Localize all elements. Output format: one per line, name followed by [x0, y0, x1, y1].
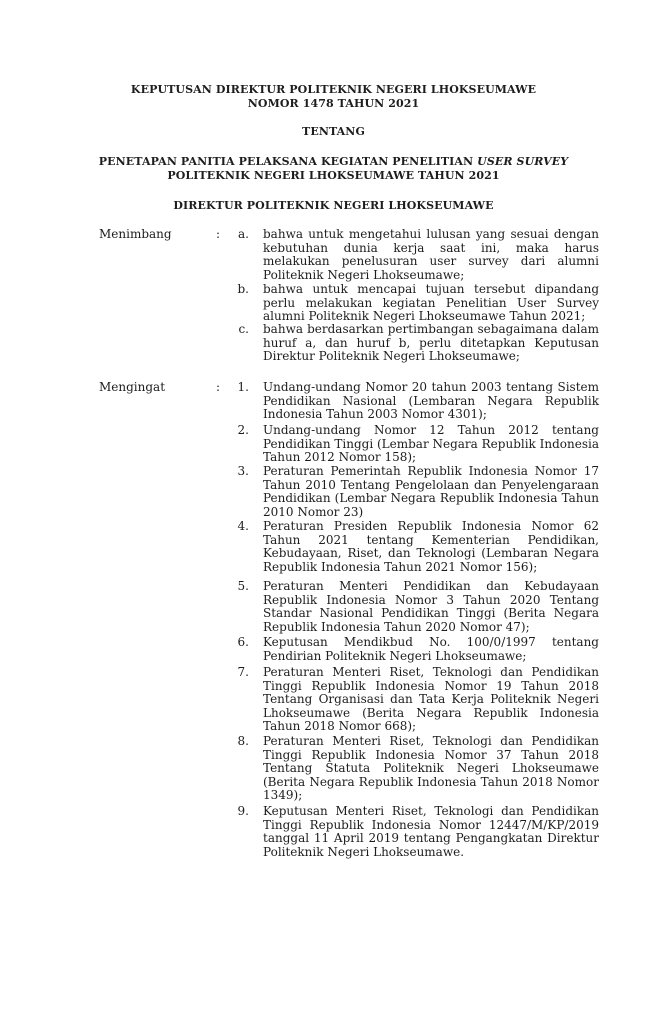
mengingat-item-line: Tinggi Republik Indonesia Nomor 19 Tahun 2018: [263, 678, 599, 693]
menimbang-item-marker: a.: [238, 227, 249, 241]
mengingat-item-line: Pendidikan Nasional (Lembaran Negara Republik: [263, 393, 599, 408]
menimbang-item-line: melakukan penelusuran user survey dari alumni: [263, 254, 599, 268]
mengingat-item: [225, 465, 599, 519]
mengingat-item-line: Tinggi Republik Indonesia Nomor 37 Tahun 2018: [263, 747, 599, 762]
mengingat-item-line: Tentang Organisasi dan Tata Kerja Politeknik Negeri: [263, 692, 599, 706]
menimbang-item-line: kebutuhan dunia kerja saat ini, maka harus: [263, 240, 599, 255]
mengingat-item-marker: 6.: [237, 635, 249, 649]
menimbang-item-line: perlu melakukan kegiatan Penelitian User Survey: [263, 295, 599, 310]
mengingat-item-marker: 5.: [237, 579, 249, 593]
mengingat-item-line: Pendidikan Tinggi (Lembar Negara Republik Indonesia: [263, 436, 599, 451]
menimbang-item-line: huruf a, dan huruf b, perlu ditetapkan Keputusan: [263, 335, 599, 350]
mengingat-item-line: Undang-undang Nomor 20 tahun 2003 tentang Sistem: [263, 380, 599, 394]
menimbang-item-text: [263, 283, 599, 324]
mengingat-item-line: Republik Indonesia Tahun 2020 Nomor 47);: [263, 619, 530, 634]
menimbang-item-line: bahwa berdasarkan pertimbangan sebagaimana dalam: [263, 322, 599, 336]
mengingat-item: [225, 520, 599, 574]
mengingat-item-marker: 4.: [237, 519, 249, 533]
decree-number: NOMOR 1478 TAHUN 2021: [247, 97, 420, 110]
mengingat-item-line: Tahun 2012 Nomor 158);: [263, 450, 417, 464]
mengingat-item-line: Peraturan Menteri Riset, Teknologi dan Pendidikan: [263, 734, 599, 748]
mengingat-item-line: Undang-undang Nomor 12 Tahun 2012 tentang: [263, 423, 599, 437]
mengingat-item-text: [263, 636, 599, 663]
menimbang-item: [225, 283, 599, 324]
mengingat-item-line: tanggal 11 April 2019 tentang Pengangkatan Direktur: [263, 831, 599, 845]
mengingat-item-line: Tahun 2021 tentang Kementerian Pendidikan,: [263, 532, 599, 547]
decree-subject-line-2: POLITEKNIK NEGERI LHOKSEUMAWE TAHUN 2021: [167, 169, 500, 182]
mengingat-item-text: [263, 580, 599, 634]
menimbang-item-line: alumni Politeknik Negeri Lhokseumawe Tahun 2021;: [263, 309, 586, 323]
menimbang-item-marker: b.: [237, 282, 249, 296]
mengingat-item: [225, 636, 599, 663]
mengingat-item-line: Tentang Statuta Politeknik Negeri Lhokseumawe: [263, 761, 599, 775]
mengingat-item-line: Politeknik Negeri Lhokseumawe.: [263, 844, 465, 859]
mengingat-item: [225, 805, 599, 859]
mengingat-item: [225, 424, 599, 465]
mengingat-item-line: Peraturan Pemerintah Republik Indonesia Nomor 17: [263, 464, 599, 478]
menimbang-item-text: [263, 228, 599, 282]
decree-subject-line-1: [0, 155, 667, 169]
menimbang-item-marker: c.: [238, 322, 249, 336]
mengingat-item: [225, 735, 599, 803]
mengingat-item-line: Tahun 2018 Nomor 668);: [263, 719, 417, 733]
mengingat-item-text: [263, 735, 599, 803]
mengingat-item-marker: 8.: [237, 734, 249, 748]
mengingat-item-line: Keputusan Mendikbud No. 100/0/1997 tentang: [263, 635, 599, 649]
mengingat-item-text: [263, 805, 599, 859]
menimbang-item-text: [263, 323, 599, 364]
mengingat-item-text: [263, 666, 599, 734]
mengingat-item-line: Tinggi Republik Indonesia Nomor 12447/M/KP/2019: [263, 817, 599, 832]
mengingat-item-text: [263, 520, 599, 574]
mengingat-item-line: Pendirian Politeknik Negeri Lhokseumawe;: [263, 648, 527, 663]
mengingat-item-line: Tahun 2010 Tentang Pengelolaan dan Penyelengaraan: [263, 477, 599, 492]
mengingat-colon: :: [216, 380, 221, 394]
mengingat-item-marker: 3.: [237, 464, 249, 478]
mengingat-item-line: Indonesia Tahun 2003 Nomor 4301);: [263, 407, 487, 421]
mengingat-item-line: Standar Nasional Pendidikan Tinggi (Berita Negara: [263, 606, 599, 620]
mengingat-item-line: 1349);: [263, 788, 303, 802]
menimbang-label: Menimbang: [99, 227, 172, 241]
decree-subject-text: PENETAPAN PANITIA PELAKSANA KEGIATAN PENELITIAN: [98, 155, 478, 168]
mengingat-item-text: [263, 381, 599, 422]
mengingat-item-line: Republik Indonesia Tahun 2021 Nomor 156);: [263, 559, 538, 574]
mengingat-item: [225, 666, 599, 734]
mengingat-item-text: [263, 424, 599, 465]
menimbang-colon: :: [216, 227, 221, 241]
mengingat-item-line: Peraturan Menteri Riset, Teknologi dan Pendidikan: [263, 665, 599, 679]
mengingat-item-line: Peraturan Presiden Republik Indonesia Nomor 62: [263, 519, 599, 533]
mengingat-item-line: Republik Indonesia Nomor 3 Tahun 2020 Tentang: [263, 592, 599, 607]
mengingat-item-line: 2010 Nomor 23): [263, 504, 364, 519]
menimbang-item-line: Politeknik Negeri Lhokseumawe;: [263, 267, 465, 282]
mengingat-item-marker: 1.: [237, 380, 249, 394]
menimbang-item-line: bahwa untuk mencapai tujuan tersebut dipandang: [263, 282, 599, 296]
menimbang-item-line: Direktur Politeknik Negeri Lhokseumawe;: [263, 349, 520, 363]
menimbang-item: [225, 323, 599, 364]
tentang-heading: TENTANG: [302, 125, 365, 138]
mengingat-item-line: Keputusan Menteri Riset, Teknologi dan Pendidikan: [263, 804, 599, 818]
mengingat-item: [225, 580, 599, 634]
mengingat-item-marker: 2.: [237, 423, 249, 437]
mengingat-item-marker: 9.: [237, 804, 249, 818]
menimbang-item-line: bahwa untuk mengetahui lulusan yang sesuai dengan: [263, 227, 599, 241]
mengingat-item: [225, 381, 599, 422]
mengingat-item-line: Kebudayaan, Riset, dan Teknologi (Lembaran Negara: [263, 546, 599, 560]
mengingat-label: Mengingat: [99, 380, 166, 394]
mengingat-item-marker: 7.: [237, 665, 249, 679]
decree-subject-italic: USER SURVEY: [477, 155, 569, 168]
mengingat-item-line: (Berita Negara Republik Indonesia Tahun 2018 Nomor: [263, 774, 599, 789]
mengingat-item-text: [263, 465, 599, 519]
decree-title: KEPUTUSAN DIREKTUR POLITEKNIK NEGERI LHOKSEUMAWE: [130, 83, 537, 96]
menimbang-item: [225, 228, 599, 282]
mengingat-item-line: Lhokseumawe (Berita Negara Republik Indonesia: [263, 705, 599, 720]
mengingat-item-line: Peraturan Menteri Pendidikan dan Kebudayaan: [263, 579, 599, 593]
mengingat-item-line: Pendidikan (Lembar Negara Republik Indonesia Tahun: [263, 491, 599, 505]
issuer-heading: DIREKTUR POLITEKNIK NEGERI LHOKSEUMAWE: [173, 199, 494, 212]
